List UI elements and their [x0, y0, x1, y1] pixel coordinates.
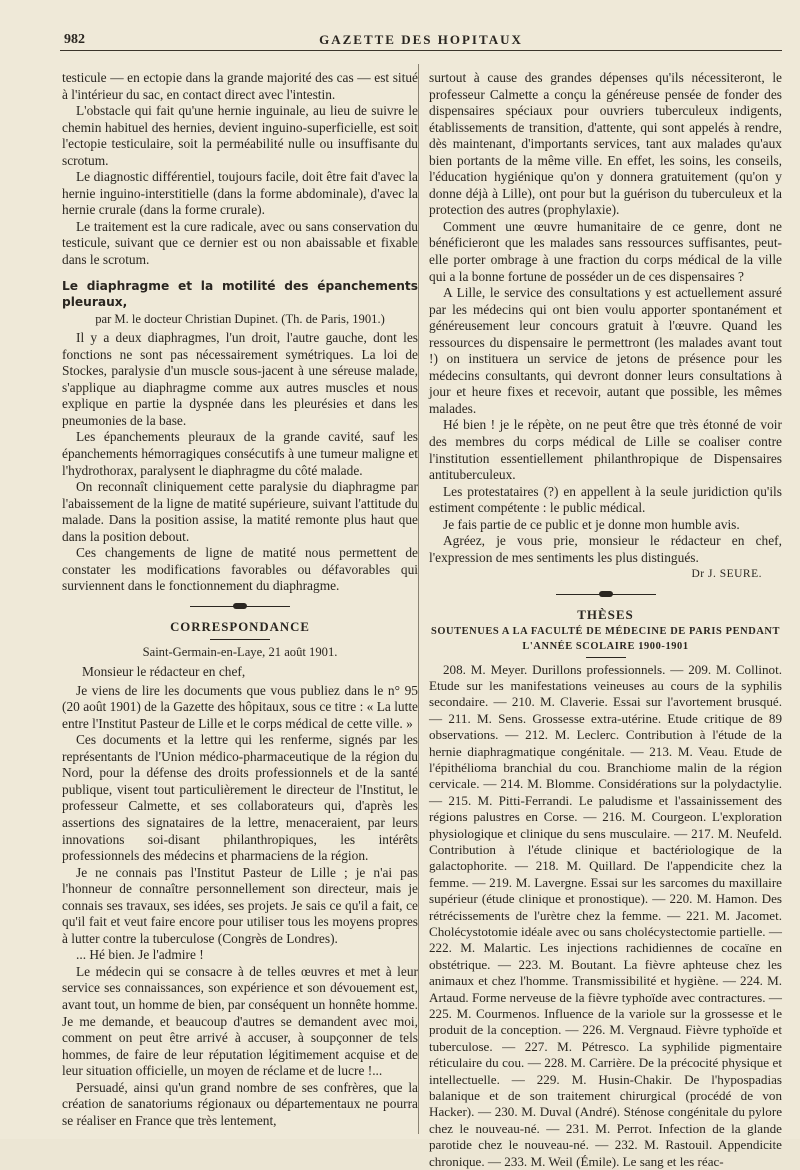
page-header	[60, 28, 782, 51]
left-column	[62, 70, 418, 1129]
paragraph: Ces documents et la lettre qui les renferme, signés par les représentants de l'Union médico-pharmaceutique de la région du Nord, pour la défense des droits professionnels et de la santé publique, visent tout particulièrement le directeur de l'Institut, le professeur Calmette, et ses collaborateurs qui, d'après les assertions des signataires de la lettre, menaceraient, par leurs innovations soi-disant philanthropiques, les intérêts professionnels des médecins et pharmaciens de la région.	[62, 732, 418, 864]
paragraph: Agréez, je vous prie, monsieur le rédacteur en chef, l'expression de mes sentiments les plus distingués.	[429, 533, 782, 566]
theses-title: THÈSES	[429, 607, 782, 624]
salutation: Monsieur le rédacteur en chef,	[62, 664, 418, 681]
running-title: GAZETTE DES HOPITAUX	[60, 32, 782, 48]
paragraph: surtout à cause des grandes dépenses qu'ils nécessiteront, le professeur Calmette a conçu la généreuse pensée de fonder des dispensaires spéciaux pour ouvriers tuberculeux indigents, établissements de transition, d'attente, qui sont appelés à rendre, dès maintenant, d'importants services, tant aux malades qu'aux bien portants de la même ville. En effet, les soins, les conseils, l'éducation hygiénique qu'on y donnera gratuitement (qu'on y donne déjà à Lille), ont pour but la guérison du tuberculeux et la protection des autres (prophylaxie).	[429, 70, 782, 219]
title-rule	[586, 657, 626, 658]
paragraph: Il y a deux diaphragmes, l'un droit, l'autre gauche, dont les fonctions ne sont pas nécessairement symétriques. La loi de Stockes, paralysie d'un muscle sous-jacent à une séreuse malade, s'applique au diaphragme comme aux autres muscles et nous explique en partie la dyspnée dans les pleurésies et dans les pneumonies de la base.	[62, 330, 418, 429]
title-rule	[210, 639, 270, 640]
paragraph: Comment une œuvre humanitaire de ce genre, dont ne bénéficieront que les malades sans ressources suffisantes, peut-elle porter ombrage à une fraction du corps médical de la ville qui a la bonne fortune de posséder un de ces dispensaires ?	[429, 219, 782, 285]
article-byline: par M. le docteur Christian Dupinet. (Th. de Paris, 1901.)	[62, 311, 418, 328]
section-ornament	[62, 599, 418, 615]
paragraph: Les protestataires (?) en appellent à la seule juridiction qu'ils estiment compétente : le public médical.	[429, 484, 782, 517]
theses-subtitle: SOUTENUES A LA FACULTÉ DE MÉDECINE DE PARIS PENDANT L'ANNÉE SCOLAIRE 1900-1901	[429, 624, 782, 654]
paragraph: Le médecin qui se consacre à de telles œuvres et met à leur service ses connaissances, son expérience et son dévouement est, avant tout, un homme de bien, par conséquent un honnête homme. Je me demande, et beaucoup d'autres se demandent avec moi, comment on peut être arrivé à accuser, à soupçonner de tels hommes, de faire de leur réputation légitimement acquise et de leur situation officielle, un moyen de réclame et de lucre !...	[62, 964, 418, 1080]
paragraph: A Lille, le service des consultations y est actuellement assuré par les médecins qui ont bien voulu apporter spontanément et généreusement leur concours gratuit à l'œuvre. Quand les ressources du dispensaire le permettront (les malades avant tout !) on instituera un service de jetons de présence pour les médecins consultants, qui devront donner leurs consultations à jour et heure fixes et recevoir, autant que possible, les mêmes malades.	[429, 285, 782, 417]
paragraph: Je viens de lire les documents que vous publiez dans le n° 95 (20 août 1901) de la Gazette des hôpitaux, sous ce titre : « La lutte entre l'Institut Pasteur de Lille et le corps médical de cette ville. »	[62, 683, 418, 733]
article-title: Le diaphragme et la motilité des épanchements pleuraux,	[62, 278, 418, 311]
signature: Dr J. SEURE.	[429, 566, 762, 583]
paragraph: Le traitement est la cure radicale, avec ou sans conservation du testicule, suivant que ce dernier est ou non abaissable et fixable dans le scrotum.	[62, 219, 418, 269]
paragraph: Je fais partie de ce public et je donne mon humble avis.	[429, 517, 782, 534]
paragraph: On reconnaît cliniquement cette paralysie du diaphragme par l'abaissement de la ligne de matité supérieure, suivant l'attitude du malade. Dans la position assise, la matité remonte plus haut que dans la position debout.	[62, 479, 418, 545]
theses-list	[429, 662, 782, 1170]
section-title: CORRESPONDANCE	[62, 619, 418, 636]
paragraph: testicule — en ectopie dans la grande majorité des cas — est situé à l'intérieur du sac, en contact direct avec l'intestin.	[62, 70, 418, 103]
paragraph: Je ne connais pas l'Institut Pasteur de Lille ; je n'ai pas l'honneur de connaître personnellement son directeur, mais je connais ses travaux, ses idées, ses projets. Je sais ce qu'il a fait, ce qu'il fait et veut faire encore pour utiliser tous les moyens propres à lutter contre la tuberculose (Congrès de Londres).	[62, 865, 418, 948]
paragraph: Les épanchements pleuraux de la grande cavité, sauf les épanchements hémorragiques consécutifs à une tumeur maligne et l'hydrothorax, paralysent le diaphragme du côté malade.	[62, 429, 418, 479]
paragraph: 208. M. Meyer. Durillons professionnels. — 209. M. Collinot. Etude sur les manifestations veineuses au cours de la syphilis secondaire. — 210. M. Claverie. Essai sur l'avortement brusqué. — 211. M. Sens. Grossesse extra-utérine. Etude critique de 89 observations. — 212. M. Leclerc. Contribution à l'étude de la hernie diaphragmatique congénitale. — 213. M. Veau. Etude de l'épithélioma branchial du cou. Branchiome malin de la région cervicale. — 214. M. Blomme. Considérations sur la polydactylie. — 215. M. Pitti-Ferrandi. Le paludisme et l'assainissement des régions palustres en Corse. — 216. M. Courgeon. L'exploration physiologique et clinique du sens musculaire. — 217. M. Neufeld. Contribution à l'étude clinique et bactériologique de la galactophorite. — 218. M. Quillard. De l'appendicite chez la femme. — 219. M. Lavergne. Essai sur les sarcomes du maxillaire supérieur (étude clinique et pronostique). — 220. M. Hamon. Des rétrécissements de l'urètre chez la femme. — 221. M. Jacomet. Cholécystotomie idéale avec ou sans cholécystectomie partielle. — 222. M. Malartic. Les injections rachidiennes de cocaïne en obstétrique. — 223. M. Boutant. La fièvre aphteuse chez les animaux et chez l'homme. Transmissibilité et hygiène. — 224. M. Artaud. Forme nerveuse de la fièvre typhoïde avec contractures. — 225. M. Courmenos. Influence de la variole sur la grossesse et le produit de la conception. — 226. M. Vergnaud. Fièvre typhoïde et tuberculose. — 227. M. Pétresco. La syphilide pigmentaire réticulaire du cou. — 228. M. Carrière. De la précocité physique et intellectuelle. — 229. M. Husin-Chakir. De l'hypospadias balanique et de son traitement chirurgical (procédé de von Hacker). — 230. M. Duval (André). Sténose congénitale du pylore chez le nouveau-né. — 231. M. Perrot. Infection de la glande parotide chez le nouveau-né. — 232. M. Rastouil. Appendicite chronique. — 233. M. Weil (Émile). Le sang et les réac-	[429, 662, 782, 1170]
right-column	[429, 70, 782, 1170]
paragraph: Hé bien ! je le répète, on ne peut être que très étonné de voir des membres du corps médical de Lille se coaliser contre l'institution essentiellement philanthropique de Dispensaires antituberculeux.	[429, 417, 782, 483]
page-number: 982	[64, 32, 85, 48]
paragraph: ... Hé bien. Je l'admire !	[62, 947, 418, 964]
dateline: Saint-Germain-en-Laye, 21 août 1901.	[62, 644, 418, 661]
paragraph: Le diagnostic différentiel, toujours facile, doit être fait d'avec la hernie inguino-interstitielle (dans la forme abdominale), d'avec la hernie crurale (dans la forme crurale).	[62, 169, 418, 219]
column-divider	[418, 64, 419, 1134]
paragraph: L'obstacle qui fait qu'une hernie inguinale, au lieu de suivre le chemin habituel des hernies, devient inguino-superficielle, est soit l'ectopie testiculaire, soit la perméabilité nulle ou insuffisante du scrotum.	[62, 103, 418, 169]
paragraph: Persuadé, ainsi qu'un grand nombre de ses confrères, que la création de sanatoriums régionaux ou départementaux ne pourra se réaliser en France que très lentement,	[62, 1080, 418, 1130]
section-ornament	[429, 587, 782, 603]
paragraph: Ces changements de ligne de matité nous permettent de constater les modifications favorables ou défavorables qui surviennent dans le fonctionnement du diaphragme.	[62, 545, 418, 595]
